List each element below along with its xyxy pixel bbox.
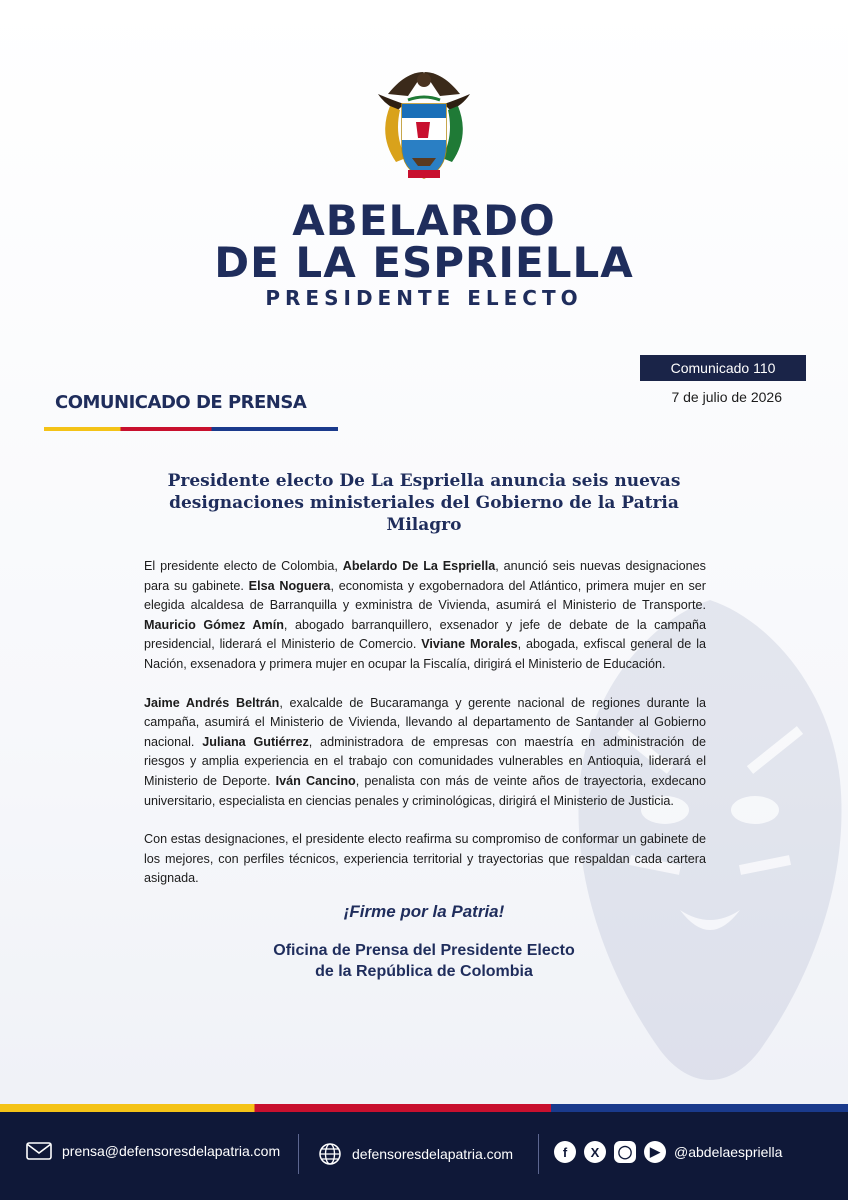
footer-website[interactable] [318,1142,513,1166]
text-run: , abogado barranquillero, exsenador y jefe de debate de la campaña presidencial, liderará el Ministerio de Comercio. [144,617,706,652]
communique-number-badge: Comunicado 110 [640,355,806,381]
footer-tricolor-stripe [0,1104,848,1112]
footer-email-text: prensa@defensoresdelapatria.com [62,1143,281,1159]
appointee-name: Elsa Noguera [248,578,331,593]
text-run: Con estas designaciones, el presidente electo reafirma su compromiso de conformar un gabinete de los mejores, con perfiles técnicos, experiencia territorial y trayectorias que respaldan cada cartera asignada. [144,832,706,886]
president-name-line2: DE LA ESPRIELLA [214,238,634,287]
x-icon[interactable]: X [584,1141,606,1163]
president-name-line1: ABELARDO [292,196,556,245]
text-run: , anunció seis nuevas designaciones para su gabinete. [144,559,706,593]
text-run: , economista y exgobernadora del Atlántico, primera mujer en ser elegida alcaldesa de Barranquilla y exministra de Vivienda, asumirá el Ministerio de Transporte. [144,578,706,613]
footer-separator [298,1134,299,1174]
press-office-signature [0,940,848,982]
appointee-name: Abelardo De La Espriella [342,559,496,573]
footer-separator [538,1134,539,1174]
press-release-label: COMUNICADO DE PRENSA [55,392,307,413]
president-elect-subtitle: PRESIDENTE ELECTO [265,286,583,310]
paragraph-2 [144,694,706,812]
text-run: , abogada, exfiscal general de la Nación, exsenadora y primera mujer en ocupar la Fiscalía, dirigirá el Ministerio de Educación. [144,637,706,671]
office-line1: Oficina de Prensa del Presidente Electo [273,942,575,959]
paragraph-1 [144,557,706,675]
office-line2: de la República de Colombia [315,963,533,980]
footer-social [554,1141,782,1163]
globe-icon [318,1142,342,1166]
envelope-icon [26,1142,52,1160]
text-run: , administradora de empresas con maestría en administración de riesgos y amplia experiencia en el trabajo con comunidades vulnerables en Antioquia, liderará el Ministerio de Deporte. [144,734,706,788]
youtube-icon[interactable]: ▶ [644,1141,666,1163]
text-run: El presidente electo de Colombia, [144,559,343,573]
facebook-icon[interactable]: f [554,1141,576,1163]
appointee-name: Juliana Gutiérrez [202,734,309,749]
appointee-name: Viviane Morales [421,637,518,652]
tricolor-divider [44,427,338,431]
text-run: , exalcalde de Bucaramanga y gerente nacional de regiones durante la campaña, asumirá el Ministerio de Vivienda, llevando al departamento de Santander al Gobierno nacional. [144,695,706,749]
motto: ¡Firme por la Patria! [343,902,505,921]
footer [0,1112,848,1200]
instagram-icon[interactable]: ◯ [614,1141,636,1163]
communique-date: 7 de julio de 2026 [671,389,782,405]
paragraph-3 [144,830,706,889]
coat-of-arms-emblem [368,66,480,184]
article-body [144,557,706,908]
footer-website-text: defensoresdelapatria.com [352,1146,514,1162]
appointee-name: Jaime Andrés Beltrán [144,695,280,710]
footer-email[interactable] [26,1142,280,1160]
appointee-name: Iván Cancino [275,773,356,788]
article-headline: Presidente electo De La Espriella anuncia seis nuevas designaciones ministeriales del Gobierno de la Patria Milagro [167,471,681,535]
text-run: , penalista con más de veinte años de trayectoria, exdecano universitario, especialista en ciencias penales y criminológicas, dirigirá el Ministerio de Justicia. [144,773,706,808]
social-handle[interactable]: @abdelaespriella [674,1144,783,1160]
appointee-name: Mauricio Gómez Amín [144,617,284,632]
